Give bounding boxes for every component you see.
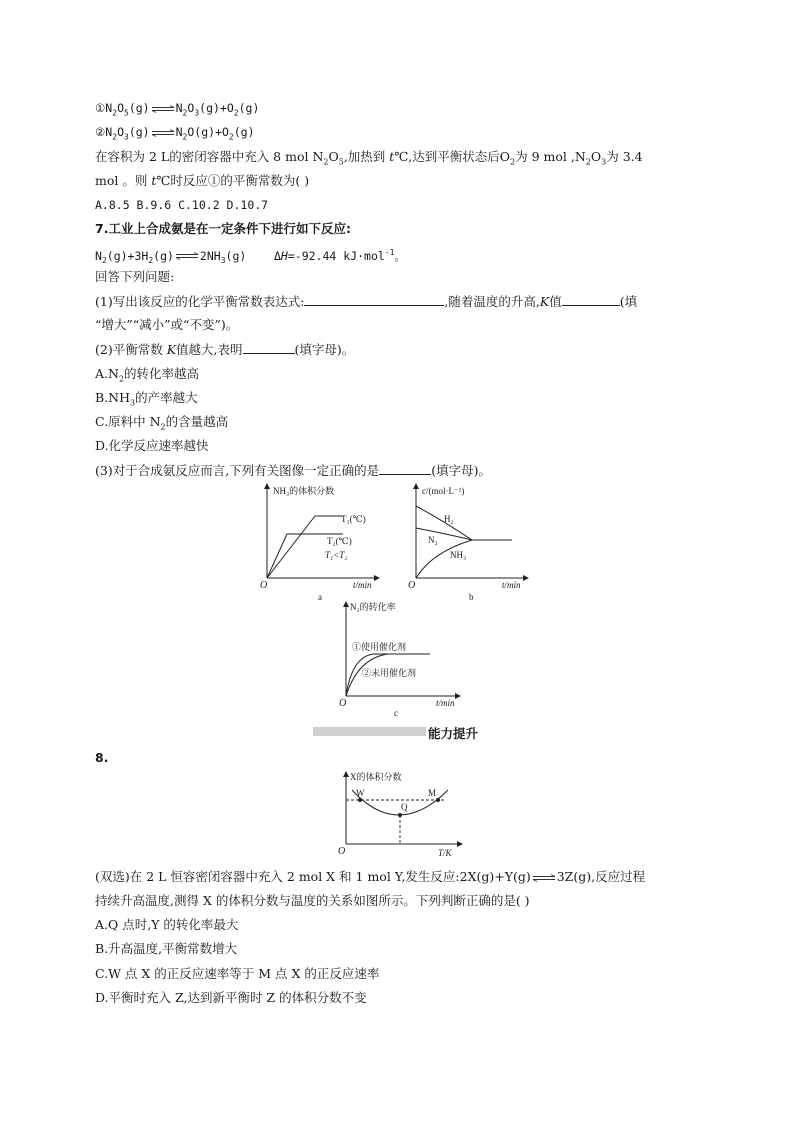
curve-t1 [267,516,343,578]
x-axis-label: t/min [353,580,372,590]
q7-part1-line2: “增大”“减小”或“不变”)。 [95,317,239,332]
q7-option-b: $B.NH_3$的产率越大 [95,390,198,408]
section-divider-bar [313,727,426,736]
label-q: Q [401,802,408,812]
q8-option-b: B.升高温度,平衡常数增大 [95,941,238,956]
graph-b [402,478,532,603]
graph-a-caption: a [318,592,322,602]
label-h2: H₂ [444,514,454,524]
point-m [436,798,440,802]
q7-part1: (1)写出该反应的化学平衡常数表达式: ,随着温度的升高,K值 (填 [95,294,638,309]
q8-option-c: C.W 点 X 的正反应速率等于 M 点 X 的正反应速率 [95,966,380,981]
graph-b-ylabel: c/(mol·L⁻¹) [422,486,465,496]
q8-option-a: A.Q 点时,Y 的转化率最大 [95,917,239,932]
equilibrium-arrow-icon [175,252,199,260]
reaction-1: $①N_2O_5(g)$ $N_2O_3(g)+O_2(g)$ [95,101,260,118]
label-condition: T₁<T₂ [325,550,348,560]
graph-c [330,598,490,720]
graph-c-ylabel: N₂的转化率 [350,602,396,612]
q8-stem-line2: 持续升高温度,测得 X 的体积分数与温度的关系如图所示。下列判断正确的是( ) [95,893,530,908]
origin-label: O [339,698,347,709]
x-axis-label: t/min [502,580,521,590]
q6-options: A.8.5 B.9.6 C.10.2 D.10.7 [95,198,269,212]
label-catalyst: ①使用催化剂 [352,642,407,652]
label-w: W [356,788,365,798]
label-t1: T₁(℃) [341,514,366,524]
x-axis-label: T/K [438,848,452,858]
origin-label: O [260,580,268,591]
answer-blank[interactable] [562,293,620,306]
point-w [358,798,362,802]
q6-stem-line1: 在容积为 2 L的密闭容器中充入 8 mol $N_2O_5$,加热到 t℃,达到平衡状态后$O_2$为 9 mol $,N_2O_3$为 3.4 [95,149,643,167]
label-nh3: NH₃ [450,550,467,560]
graph-b-caption: b [469,592,474,602]
q7-title: 7.工业上合成氨是在一定条件下进行如下反应: [95,221,351,236]
answer-blank[interactable] [379,462,431,475]
q7-part2: (2)平衡常数 K值越大,表明 (填字母)。 [95,342,355,357]
label-n2: N₂ [428,535,438,545]
q8-ylabel: X的体积分数 [350,772,402,782]
label-no-catalyst: ②未用催化剂 [362,668,417,678]
graph-a [255,478,387,603]
graph-c-caption: c [394,708,398,718]
q7-option-d: D.化学反应速率越快 [95,438,209,453]
q8-stem-line1: (双选)在 2 L 恒容密闭容器中充入 2 mol X 和 1 mol Y,发生反应:2X(g)+Y(g) 3Z(g),反应过程 [95,869,646,884]
reaction-2: $②N_2O_3(g)$ $N_2O(g)+O_2(g)$ [95,125,255,142]
equilibrium-arrow-icon [151,105,175,113]
graph-a-ylabel: NH₃的体积分数 [273,486,335,496]
origin-label: O [338,846,346,857]
label-t2: T₂(℃) [327,536,352,546]
label-m: M [428,788,437,798]
equilibrium-arrow-icon [532,874,556,882]
answer-blank[interactable] [304,293,444,306]
origin-label: O [408,580,416,591]
q8-number: 8. [95,750,109,765]
q7-option-c: C.原料中 $N_2$的含量越高 [95,414,229,432]
q7-prompt: 回答下列问题: [95,269,175,284]
q7-option-a: $A.N_2$的转化率越高 [95,366,200,384]
q7-part3: (3)对于合成氨反应而言,下列有关图像一定正确的是 (填字母)。 [95,463,491,478]
answer-blank[interactable] [243,341,295,354]
q8-graph [330,768,470,860]
point-q [398,813,402,817]
q7-equation: $N_2(g)+3H_2(g)$ $2NH_3(g)$ ΔH=-92.44 kJ·mol$^{-1}$。 [95,248,406,266]
q8-option-d: D.平衡时充入 Z,达到新平衡时 Z 的体积分数不变 [95,990,367,1005]
equilibrium-arrow-icon [151,129,175,137]
q6-stem-line2: mol 。则 t℃时反应①的平衡常数为( ) [95,173,310,188]
section-title: 能力提升 [428,726,479,741]
x-axis-label: t/min [436,698,455,708]
